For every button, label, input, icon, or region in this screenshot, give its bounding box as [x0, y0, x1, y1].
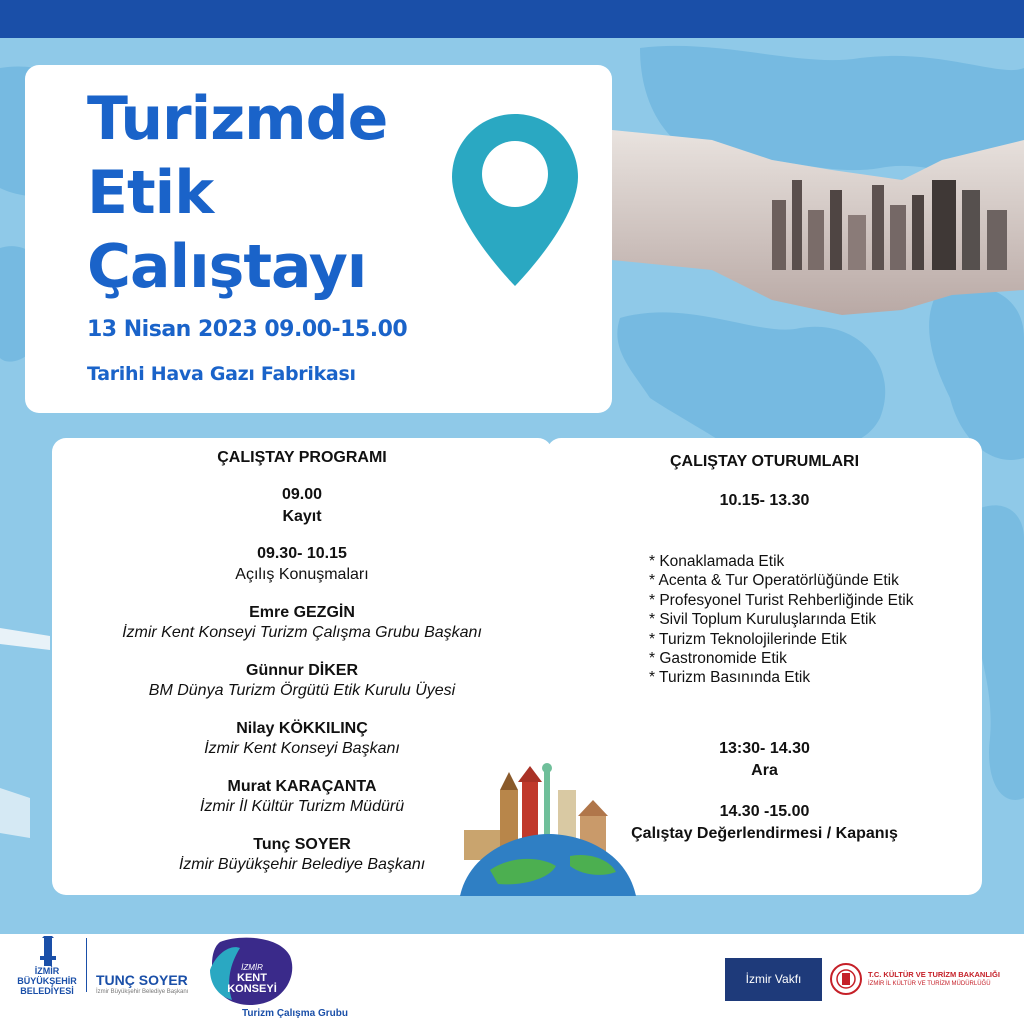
program-item-time: 09.00: [281, 486, 323, 503]
program-heading: ÇALIŞTAY PROGRAMI: [217, 449, 387, 466]
speaker-role: İzmir İl Kültür Turizm Müdürü: [199, 798, 405, 815]
footer-divider: [86, 938, 87, 992]
event-title-line-1: Turizmde: [87, 84, 388, 154]
event-title-line-2: Etik: [87, 158, 214, 228]
program-item-label: Kayıt: [282, 508, 322, 525]
izmir-vakfi-logo: İzmir Vakfı: [725, 958, 822, 1001]
speaker-role: İzmir Kent Konseyi Başkanı: [204, 740, 400, 757]
speaker-role: İzmir Büyükşehir Belediye Başkanı: [178, 856, 426, 873]
speaker-name: Günnur DİKER: [246, 662, 358, 679]
location-pin-icon: [452, 114, 578, 286]
top-bar: [0, 0, 1024, 38]
kent-big-label: KENT KONSEYİ: [227, 972, 277, 995]
event-venue: Tarihi Hava Gazı Fabrikası: [87, 363, 356, 385]
program-item-label: Açılış Konuşmaları: [235, 566, 369, 583]
speaker-name: Nilay KÖKKILINÇ: [236, 720, 368, 737]
kent-small-label: İZMİR: [241, 963, 263, 972]
world-landmarks-globe-icon: [460, 760, 636, 896]
session-topic: * Turizm Basınında Etik: [649, 669, 811, 687]
session-topic: * Gastronomide Etik: [649, 650, 787, 668]
closing-label: Çalıştay Değerlendirmesi / Kapanış: [631, 825, 898, 842]
speaker-name: Murat KARAÇANTA: [227, 778, 377, 795]
event-date: 13 Nisan 2023 09.00-15.00: [87, 317, 408, 342]
session-topic: * Konaklamada Etik: [649, 553, 785, 570]
event-title-line-3: Çalıştayı: [87, 232, 367, 302]
session-topic: * Turizm Teknolojilerinde Etik: [649, 630, 847, 648]
handshake-image: [612, 120, 1024, 320]
break-label: Ara: [751, 762, 778, 779]
session-topic: * Acenta & Tur Operatörlüğünde Etik: [649, 572, 899, 590]
session-topic-list: [649, 552, 914, 688]
speaker-role: İzmir Kent Konseyi Turizm Çalışma Grubu Başkanı: [122, 624, 482, 641]
speaker-name: Emre GEZGİN: [249, 604, 355, 621]
session-topic: * Sivil Toplum Kuruluşlarında Etik: [649, 611, 877, 629]
ministry-subtitle: İZMİR İL KÜLTÜR VE TURİZM MÜDÜRLÜĞÜ: [868, 981, 991, 987]
speaker-role: BM Dünya Turizm Örgütü Etik Kurulu Üyesi: [148, 682, 456, 699]
closing-time: 14.30 -15.00: [719, 803, 810, 820]
sessions-heading: ÇALIŞTAY OTURUMLARI: [669, 453, 860, 470]
speaker-name: Tunç SOYER: [253, 836, 351, 853]
ministry-title: T.C. KÜLTÜR VE TURİZM BAKANLIĞI: [868, 970, 1000, 979]
program-item-time: 09.30- 10.15: [257, 545, 347, 562]
mayor-title: İzmir Büyükşehir Belediye Başkanı: [96, 989, 189, 995]
ibb-name: İZMİR BÜYÜKŞEHİR BELEDİYESİ: [17, 966, 77, 996]
ministry-emblem-icon: [829, 962, 863, 996]
mayor-name: TUNÇ SOYER: [96, 972, 188, 988]
sessions-time: 10.15- 13.30: [719, 492, 810, 509]
break-time: 13:30- 14.30: [719, 740, 810, 757]
kent-group-label: Turizm Çalışma Grubu: [242, 1008, 348, 1019]
kent-konseyi-label: [222, 962, 282, 995]
session-topic: * Profesyonel Turist Rehberliğinde Etik: [649, 591, 914, 609]
footer-logos: [0, 934, 1024, 1024]
